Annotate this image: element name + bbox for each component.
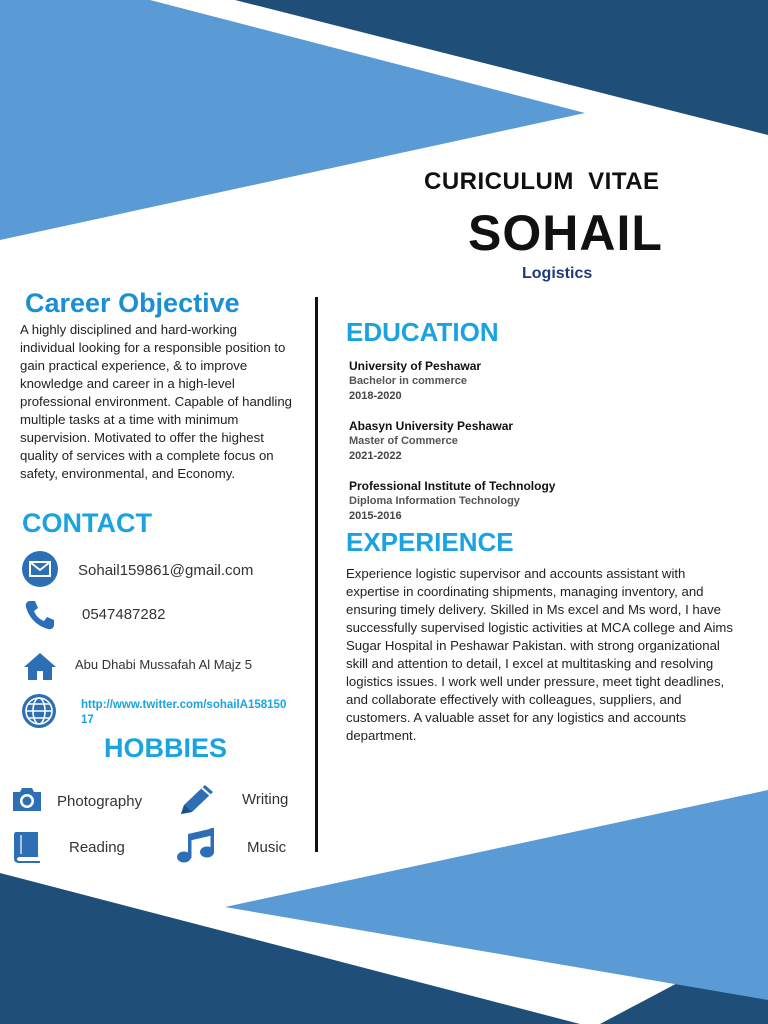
music-icon <box>174 826 218 864</box>
education-degree: Diploma Information Technology <box>349 495 520 507</box>
hobby-music: Music <box>247 839 287 856</box>
education-item <box>349 418 609 464</box>
education-school: University of Peshawar <box>349 359 482 373</box>
home-icon <box>22 651 58 681</box>
education-school: Professional Institute of Technology <box>349 479 556 493</box>
education-item <box>349 358 609 404</box>
hobby-writing: Writing <box>242 791 289 808</box>
column-divider <box>315 297 318 852</box>
camera-icon <box>10 785 44 813</box>
education-item <box>349 478 609 524</box>
hobbies-heading: HOBBIES <box>104 733 228 763</box>
experience-heading: EXPERIENCE <box>346 527 514 557</box>
phone-text[interactable]: 0547487282 <box>82 606 166 623</box>
education-heading: EDUCATION <box>346 317 499 347</box>
hobby-reading: Reading <box>69 839 125 856</box>
envelope-icon <box>22 551 58 587</box>
career-objective-heading: Career Objective <box>25 288 240 318</box>
contact-heading: CONTACT <box>22 508 152 538</box>
phone-icon <box>22 597 58 633</box>
globe-icon <box>22 694 56 728</box>
education-degree: Master of Commerce <box>349 435 458 447</box>
education-school: Abasyn University Peshawar <box>349 419 514 433</box>
email-text[interactable]: Sohail159861@gmail.com <box>78 562 254 579</box>
education-years: 2021-2022 <box>349 450 402 462</box>
career-objective-text: A highly disciplined and hard-working individual looking for a responsible position to gain practical experience, & to improve knowledge and career in a high-level professional environment. Capable of handling multiple tasks at a time with minimum supervision. Motivated to offer the highest quality of services with a complete focus on safety, environmental, and Economy. <box>20 322 292 481</box>
address-text: Abu Dhabi Mussafah Al Majz 5 <box>75 657 253 672</box>
candidate-role: Logistics <box>522 265 593 282</box>
education-degree: Bachelor in commerce <box>349 375 467 387</box>
twitter-link[interactable]: http://www.twitter.com/sohailA15815017 <box>81 699 287 726</box>
experience-text: Experience logistic supervisor and accounts assistant with expertise in coordinating shipments, managing inventory, and ensuring timely delivery. Skilled in Ms excel and Ms word, I have successfully supervised logistic activities at MCA college and Aims Sugar Hospital in Peshawar Pakistan. with strong organizational skill and attention to detail, I excel at multitasking and resolving logistics issues. I work well under pressure, meet tight deadlines, and collaborate effectively with colleagues, suppliers, and customers. A valuable asset for any logistics and accounts department. <box>346 566 733 743</box>
candidate-name: SOHAIL <box>468 205 663 261</box>
education-years: 2015-2016 <box>349 510 402 522</box>
hobby-photography: Photography <box>57 793 143 810</box>
education-years: 2018-2020 <box>349 390 402 402</box>
pencil-icon <box>177 782 217 816</box>
book-icon <box>12 829 44 863</box>
cv-label: CURICULUM VITAE <box>424 168 660 195</box>
